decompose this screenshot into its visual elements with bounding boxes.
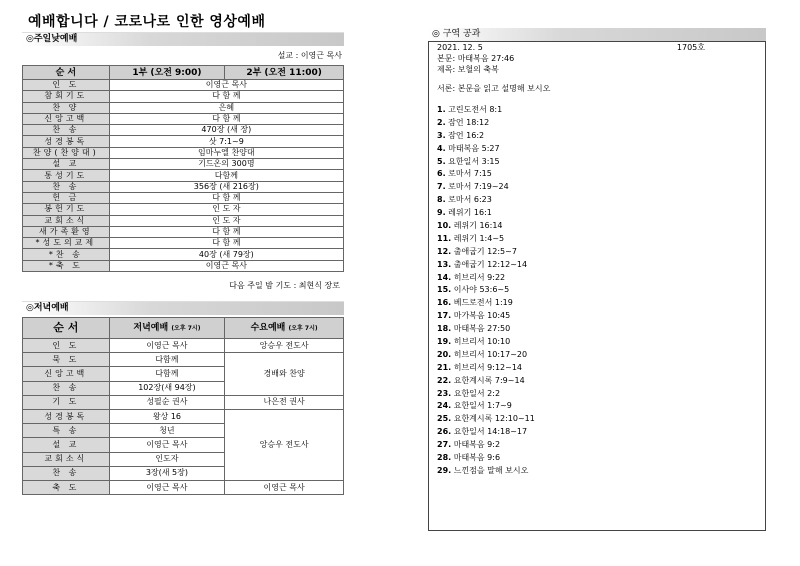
evening-header-wed-time: (오후 7시) [288, 324, 318, 332]
wed-value: 나은전 권사 [225, 395, 344, 409]
zone-verse-number: 9. [437, 208, 446, 218]
zone-verse-ref: 마태복음 5:27 [448, 143, 500, 153]
morning-label: *찬 송 [23, 249, 110, 260]
zone-verse-number: 21. [437, 362, 452, 372]
zone-verse-item [437, 362, 765, 375]
zone-verse-item [437, 413, 765, 426]
zone-verse-ref: 히브리서 9:12~14 [453, 362, 523, 372]
zone-verse-number: 8. [437, 195, 446, 205]
zone-verse-ref: 이사야 53:6~5 [453, 285, 510, 295]
zone-verse-ref: 느낀점을 말해 보시오 [453, 465, 529, 475]
morning-value: 은혜 [109, 102, 343, 113]
zone-verse-item [437, 400, 765, 413]
zone-verse-ref: 출애굽기 12:12~14 [453, 259, 528, 269]
morning-row [23, 91, 344, 102]
zone-topic: 제목: 보혈의 축복 [437, 65, 499, 74]
morning-label: 찬 송 [23, 125, 110, 136]
zone-verse-number: 26. [437, 427, 452, 437]
zone-verse-item [437, 323, 765, 336]
zone-verse-ref: 요한일서 14:18~17 [453, 427, 528, 437]
morning-value: 이영근 목사 [109, 80, 343, 91]
zone-verse-item [437, 336, 765, 349]
zone-verse-ref: 로마서 7:19~24 [448, 182, 509, 192]
evening-label: 묵 도 [23, 353, 110, 367]
evening-label: 신앙고백 [23, 367, 110, 381]
morning-value: 인 도 자 [109, 204, 343, 215]
zone-verse-ref: 레위기 16:1 [448, 208, 492, 218]
evening-row [23, 395, 344, 409]
zone-verse-item [437, 194, 765, 207]
zone-verse-number: 11. [437, 233, 452, 243]
morning-label: 헌 금 [23, 192, 110, 203]
evening-label: 성경봉독 [23, 409, 110, 423]
zone-verse-ref: 잠언 18:12 [448, 117, 490, 127]
evening-label: 교회소식 [23, 452, 110, 466]
morning-label: 찬 양 [23, 102, 110, 113]
zone-verse-ref: 로마서 7:15 [448, 169, 492, 179]
next-prayer-note: 다음 주일 밤 기도 : 최현식 장로 [229, 281, 340, 291]
zone-verse-number: 5. [437, 156, 446, 166]
zone-verse-number: 29. [437, 465, 452, 475]
morning-label: 인 도 [23, 80, 110, 91]
morning-label: 성경봉독 [23, 136, 110, 147]
zone-verse-ref: 고린도전서 8:1 [448, 105, 503, 114]
zone-verse-item [437, 220, 765, 233]
zone-verse-item [437, 156, 765, 169]
morning-value: 삿 7:1~9 [109, 136, 343, 147]
evening-row [23, 480, 344, 494]
evening-row [23, 339, 344, 353]
zone-lesson-box [428, 41, 766, 531]
zone-verse-item [437, 233, 765, 246]
evening-header-sunday-label: 저녁예배 [133, 322, 169, 333]
evening-heading: ◎저녁예배 [22, 301, 344, 315]
zone-issue: 1705호 [676, 43, 705, 52]
zone-verse-number: 2. [437, 117, 446, 127]
zone-verse-item [437, 272, 765, 285]
zone-verse-item [437, 246, 765, 259]
zone-verse-item [437, 168, 765, 181]
morning-label: 교회소식 [23, 215, 110, 226]
zone-verse-ref: 마가복음 10:45 [453, 311, 511, 321]
morning-table [22, 65, 344, 272]
morning-header-second: 2부 (오전 11:00) [225, 66, 344, 80]
evening-label: 기 도 [23, 395, 110, 409]
morning-value: 이영근 목사 [109, 260, 343, 271]
zone-verse-number: 13. [437, 259, 452, 269]
zone-verse-item [437, 297, 765, 310]
morning-label: 새가족환영 [23, 226, 110, 237]
zone-verse-item [437, 259, 765, 272]
zone-verse-number: 6. [437, 169, 446, 179]
zone-text: 본문: 마태복음 27:46 [437, 54, 515, 63]
morning-row [23, 125, 344, 136]
zone-verse-item [437, 207, 765, 220]
morning-label: 신앙고백 [23, 113, 110, 124]
page-title: 예배합니다 / 코로나로 인한 영상예배 [28, 14, 266, 30]
zone-verse-number: 7. [437, 182, 446, 192]
zone-verse-item [437, 349, 765, 362]
zone-verse-ref: 요한계시록 12:10~11 [453, 414, 535, 424]
zone-verse-item [437, 104, 765, 117]
evening-value: 성필순 권사 [109, 395, 225, 409]
morning-row [23, 102, 344, 113]
zone-verse-number: 14. [437, 272, 452, 282]
morning-header-row [23, 66, 344, 80]
morning-row [23, 159, 344, 170]
morning-value: 기드온의 300명 [109, 159, 343, 170]
evening-label: 찬 송 [23, 466, 110, 480]
zone-verse-item [437, 426, 765, 439]
zone-verse-item [437, 388, 765, 401]
evening-value: 다함께 [109, 353, 225, 367]
morning-value: 다 함 께 [109, 192, 343, 203]
zone-verse-number: 4. [437, 143, 446, 153]
evening-header-sunday [109, 318, 225, 339]
evening-value: 다함께 [109, 367, 225, 381]
zone-verse-ref: 요한일서 2:2 [453, 388, 501, 398]
morning-row [23, 170, 344, 181]
morning-row [23, 113, 344, 124]
morning-label: 통성기도 [23, 170, 110, 181]
evening-value: 청년 [109, 424, 225, 438]
evening-header-order: 순 서 [23, 318, 110, 339]
zone-verse-number: 1. [437, 105, 446, 114]
morning-row [23, 192, 344, 203]
zone-verse-number: 18. [437, 324, 452, 334]
evening-value: 102장(새 94장) [109, 381, 225, 395]
evening-row [23, 409, 344, 423]
zone-verse-item [437, 181, 765, 194]
zone-verse-number: 23. [437, 388, 452, 398]
zone-verse-ref: 요한계시록 7:9~14 [453, 375, 525, 385]
zone-verse-ref: 요한일서 1:7~9 [453, 401, 512, 411]
evening-value: 인도자 [109, 452, 225, 466]
zone-verse-item [437, 452, 765, 465]
evening-value: 3장(새 5장) [109, 466, 225, 480]
evening-header-wed-label: 수요예배 [250, 322, 286, 333]
evening-row [23, 353, 344, 367]
morning-value: 임마누엘 찬양대 [109, 147, 343, 158]
zone-date: 2021. 12. 5 [437, 43, 483, 52]
zone-verse-item [437, 143, 765, 156]
morning-value: 다 함 께 [109, 113, 343, 124]
morning-value: 다 함 께 [109, 238, 343, 249]
zone-verse-item [437, 310, 765, 323]
morning-label: 찬양(찬양대) [23, 147, 110, 158]
zone-verse-ref: 레위기 16:14 [453, 221, 503, 231]
morning-row [23, 80, 344, 91]
zone-verse-ref: 히브리서 9:22 [453, 272, 506, 282]
morning-label: *축 도 [23, 260, 110, 271]
zone-verse-item [437, 375, 765, 388]
zone-heading: ◎ 구역 공과 [428, 28, 766, 41]
zone-verse-ref: 잠언 16:2 [448, 130, 485, 140]
evening-header-row [23, 318, 344, 339]
morning-row [23, 204, 344, 215]
zone-verse-number: 28. [437, 453, 452, 463]
left-page [22, 12, 344, 495]
morning-label: 봉헌기도 [23, 204, 110, 215]
morning-label: 참회기도 [23, 91, 110, 102]
zone-verse-item [437, 284, 765, 297]
zone-intro: 서론: 본문을 읽고 설명해 보시오 [437, 84, 551, 93]
zone-verse-number: 19. [437, 337, 452, 347]
evening-table [22, 317, 344, 495]
zone-verse-number: 24. [437, 401, 452, 411]
morning-label: 찬 송 [23, 181, 110, 192]
morning-value: 40장 (새 79장) [109, 249, 343, 260]
morning-row [23, 215, 344, 226]
zone-verse-ref: 로마서 6:23 [448, 195, 492, 205]
zone-verse-ref: 마태복음 9:6 [453, 453, 501, 463]
evening-header-sunday-time: (오후 7시) [171, 324, 201, 332]
morning-heading: ◎주일낮예배 [22, 32, 344, 46]
wed-value: 앙승우 전도사 [225, 339, 344, 353]
zone-verse-number: 22. [437, 375, 452, 385]
morning-row [23, 249, 344, 260]
zone-verse-number: 3. [437, 130, 446, 140]
evening-header-wed [225, 318, 344, 339]
zone-verse-item [437, 439, 765, 452]
evening-label: 인 도 [23, 339, 110, 353]
zone-verse-ref: 출애굽기 12:5~7 [453, 246, 517, 256]
zone-verse-ref: 마태복음 27:50 [453, 324, 511, 334]
zone-verse-ref: 마태복음 9:2 [453, 440, 501, 450]
morning-row [23, 226, 344, 237]
morning-row [23, 181, 344, 192]
zone-verse-number: 20. [437, 349, 452, 359]
morning-row [23, 238, 344, 249]
zone-verse-ref: 히브리서 10:10 [453, 337, 511, 347]
morning-row [23, 136, 344, 147]
morning-row [23, 147, 344, 158]
zone-verse-number: 16. [437, 298, 452, 308]
evening-label: 축 도 [23, 480, 110, 494]
evening-value: 이영근 목사 [109, 438, 225, 452]
morning-value: 인 도 자 [109, 215, 343, 226]
zone-verse-item [437, 130, 765, 143]
wed-value: 경배와 찬양 [225, 353, 344, 396]
morning-value: 다 함 께 [109, 226, 343, 237]
right-page [428, 28, 766, 531]
zone-verse-number: 12. [437, 246, 452, 256]
zone-verse-number: 10. [437, 221, 452, 231]
zone-verse-list [437, 104, 765, 478]
evening-value: 이영근 목사 [109, 480, 225, 494]
morning-header-first: 1부 (오전 9:00) [109, 66, 225, 80]
wed-value: 앙승우 전도사 [225, 409, 344, 480]
evening-label: 설 교 [23, 438, 110, 452]
morning-header-order: 순 서 [23, 66, 110, 80]
zone-verse-item [437, 117, 765, 130]
evening-value: 이영근 목사 [109, 339, 225, 353]
zone-verse-number: 17. [437, 311, 452, 321]
zone-verse-ref: 히브리서 10:17~20 [453, 349, 528, 359]
morning-row [23, 260, 344, 271]
wed-value: 이영근 목사 [225, 480, 344, 494]
zone-verse-number: 27. [437, 440, 452, 450]
zone-verse-number: 25. [437, 414, 452, 424]
zone-verse-ref: 요한일서 3:15 [448, 156, 500, 166]
morning-preacher: 설교 : 이영근 목사 [277, 51, 342, 60]
zone-verse-ref: 베드로전서 1:19 [453, 298, 513, 308]
evening-value: 왕상 16 [109, 409, 225, 423]
morning-value: 다함께 [109, 170, 343, 181]
zone-verse-number: 15. [437, 285, 452, 295]
morning-value: 470장 (새 장) [109, 125, 343, 136]
zone-verse-item [437, 465, 765, 478]
zone-date-row [437, 42, 765, 53]
morning-value: 다 함 께 [109, 91, 343, 102]
evening-label: 특 송 [23, 424, 110, 438]
evening-label: 찬 송 [23, 381, 110, 395]
zone-verse-ref: 레위기 1:4~5 [453, 233, 505, 243]
morning-value: 356장 (새 216장) [109, 181, 343, 192]
morning-label: 설 교 [23, 159, 110, 170]
morning-label: *성도의교제 [23, 238, 110, 249]
